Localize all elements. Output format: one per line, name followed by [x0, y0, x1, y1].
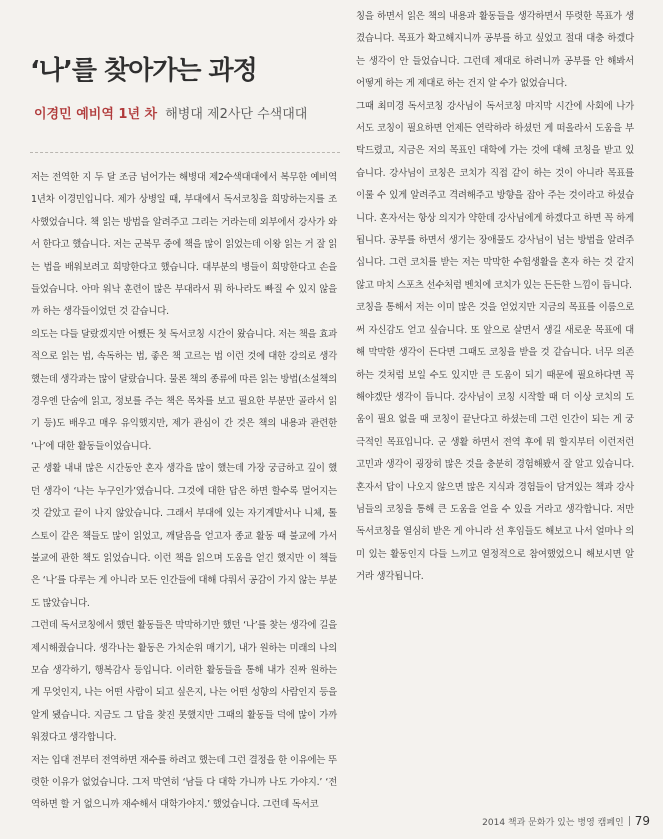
left-column [31, 167, 337, 817]
author-unit: 해병대 제2사단 수색대대 [165, 107, 308, 122]
title-divider [30, 152, 340, 153]
page-footer [440, 814, 650, 828]
right-column [356, 6, 634, 589]
body-paragraph: 그때 최미경 독서코칭 강사님이 독서코칭 마지막 시간에 사회에 나가서도 코칭이 필요하면 언제든 연락하라 하셨던 게 떠올라서 도움을 부탁드렸고, 지금은 저의 목표인 대학에 가는 것에 대해 코칭을 받고 있습니다. 강사님이 코칭은 코치가 직접 같이 하는 것이 아니라 목표를 이룰 수 있게 알려주고 격려해주고 방향을 잡아 주는 것이라고 하셨습니다. 혼자서는 항상 의지가 약한데 강사님에게 하겠다고 하면 꼭 하게 됩니다. 공부를 하면서 생기는 장애물도 강사님이 넘는 방법을 알려주십니다. 그런 코치를 받는 저는 막막한 수험생활을 혼자 하는 것 같지 않고 마치 스포츠 선수처럼 벤치에 코치가 있는 든든한 느낌이 듭니다. [356, 100, 634, 291]
body-paragraph: 저는 입대 전부터 전역하면 재수를 하려고 했는데 그런 결정을 한 이유에는 뚜렷한 이유가 없었습니다. 그저 막연히 ‘남들 다 대학 가니까 나도 가야지.’ ‘전역하면 할 거 없으니까 재수해서 대학가야지.’ 했었습니다. 그런데 독서코 [31, 754, 337, 811]
footer-separator [629, 816, 630, 826]
body-paragraph: 군 생활 내내 많은 시간동안 혼자 생각을 많이 했는데 가장 궁금하고 깊이 했던 생각이 ‘나는 누구인가’였습니다. 그것에 대한 답은 하면 할수록 멀어지는 것 같았고 끝이 나지 않았습니다. 그래서 부대에 있는 자기계발서나 니체, 톨스토이 같은 책들도 많이 읽었고, 깨달음을 얻고자 종교 활동 때 불교에 가서 불교에 관한 책도 읽었습니다. 이런 책을 읽으며 도움을 얻긴 했지만 이 책들은 ‘나’를 다루는 게 아니라 모든 인간들에 대해 다뤄서 공감이 가지 않는 부분도 많았습니다. [31, 463, 337, 609]
body-paragraph: 저는 전역한 지 두 달 조금 넘어가는 해병대 제2수색대대에서 복무한 예비역 1년차 이경민입니다. 제가 상병일 때, 부대에서 독서코칭을 희망하는지를 조사했었습니다. 책 읽는 방법을 알려주고 그리는 거라는데 외부에서 강사가 와서 한다고 했습니다. 저는 군복무 중에 책을 많이 읽었는데 이왕 읽는 거 잘 읽는 법을 배워보려고 희망한다고 했습니다. 대부분의 병들이 희망한다고 손을 들었습니다. 아마 워낙 훈련이 많은 부대라서 뭐 하나라도 빠질 수 있지 않을까 하는 생각들이었던 것 같습니다. [31, 172, 337, 318]
page-number: 79 [634, 814, 650, 828]
body-paragraph: 의도는 다들 달랐겠지만 어쨌든 첫 독서코칭 시간이 왔습니다. 저는 책을 효과적으로 읽는 법, 속독하는 법, 좋은 책 고르는 법 이런 것에 대한 강의로 생각했는데 생각과는 많이 달랐습니다. 물론 책의 종류에 따른 읽는 방법(소설책의 경우엔 단숨에 읽고, 정보를 주는 책은 목차를 보고 필요한 부분만 골라서 읽기 등)도 배우고 매우 유익했지만, 제가 관심이 간 것은 책의 내용과 관련한 ‘나’에 대한 활동들이었습니다. [31, 328, 337, 452]
campaign-name: 2014 책과 문화가 있는 병영 캠페인 [482, 818, 624, 828]
author-name: 이경민 예비역 1년 차 [34, 107, 158, 122]
body-paragraph: 칭을 하면서 읽은 책의 내용과 활동들을 생각하면서 뚜렷한 목표가 생겼습니다. 목표가 확고해지니까 공부를 하고 싶었고 절대 대충 하겠다는 생각이 안 들었습니다. 그런데 제대로 하려니까 공부를 안 해봐서 어떻게 하는 게 제대로 하는 건지 알 수가 없었습니다. [356, 11, 634, 90]
body-paragraph: 그런데 독서코칭에서 했던 활동들은 막막하기만 했던 ‘나’를 찾는 생각에 길을 제시해줬습니다. 생각나는 활동은 가치순위 매기기, 내가 원하는 미래의 나의 모습 생각하기, 행복감사 등입니다. 이러한 활동들을 통해 내가 진짜 원하는 게 무엇인지, 나는 어떤 사람이 되고 싶은지, 나는 어떤 성향의 사람인지 등을 알게 됐습니다. 지금도 그 답을 찾진 못했지만 그때의 활동들 덕에 많이 가까워졌다고 생각합니다. [31, 620, 337, 744]
article-byline [34, 103, 354, 122]
body-paragraph: 코칭을 통해서 저는 이미 많은 것을 얻었지만 지금의 목표를 이룸으로써 자신감도 얻고 싶습니다. 또 앞으로 살면서 생길 새로운 목표에 대해 막막한 생각이 든다면 그때도 코칭을 받을 것 같습니다. 너무 의존하는 것처럼 보일 수도 있지만 큰 도움이 되기 때문에 필요하다면 꼭 해야겠단 생각이 듭니다. 강사님이 코칭 시작할 때 더 이상 코치의 도움이 필요 없을 때 코칭이 끝난다고 하셨는데 그런 인간이 되는 게 궁극적인 목표입니다. 군 생활 하면서 전역 후에 뭐 할지부터 이런저런 고민과 생각이 굉장히 많은 것을 충분히 경험해봤서 잘 알고 있습니다. 혼자서 답이 나오지 않으면 많은 지식과 경험들이 담겨있는 책과 강사님들의 코칭을 통해 큰 도움을 얻을 수 있을 거라고 생각합니다. 저만 독서코칭을 열심히 받은 게 아니라 선 후임들도 해보고 나서 얼마나 의미 있는 활동인지 다들 느끼고 열정적으로 참여했었으니 해보시면 알 거라 생각됩니다. [356, 302, 634, 583]
article-title: ‘나’를 찾아가는 과정 [30, 56, 257, 86]
